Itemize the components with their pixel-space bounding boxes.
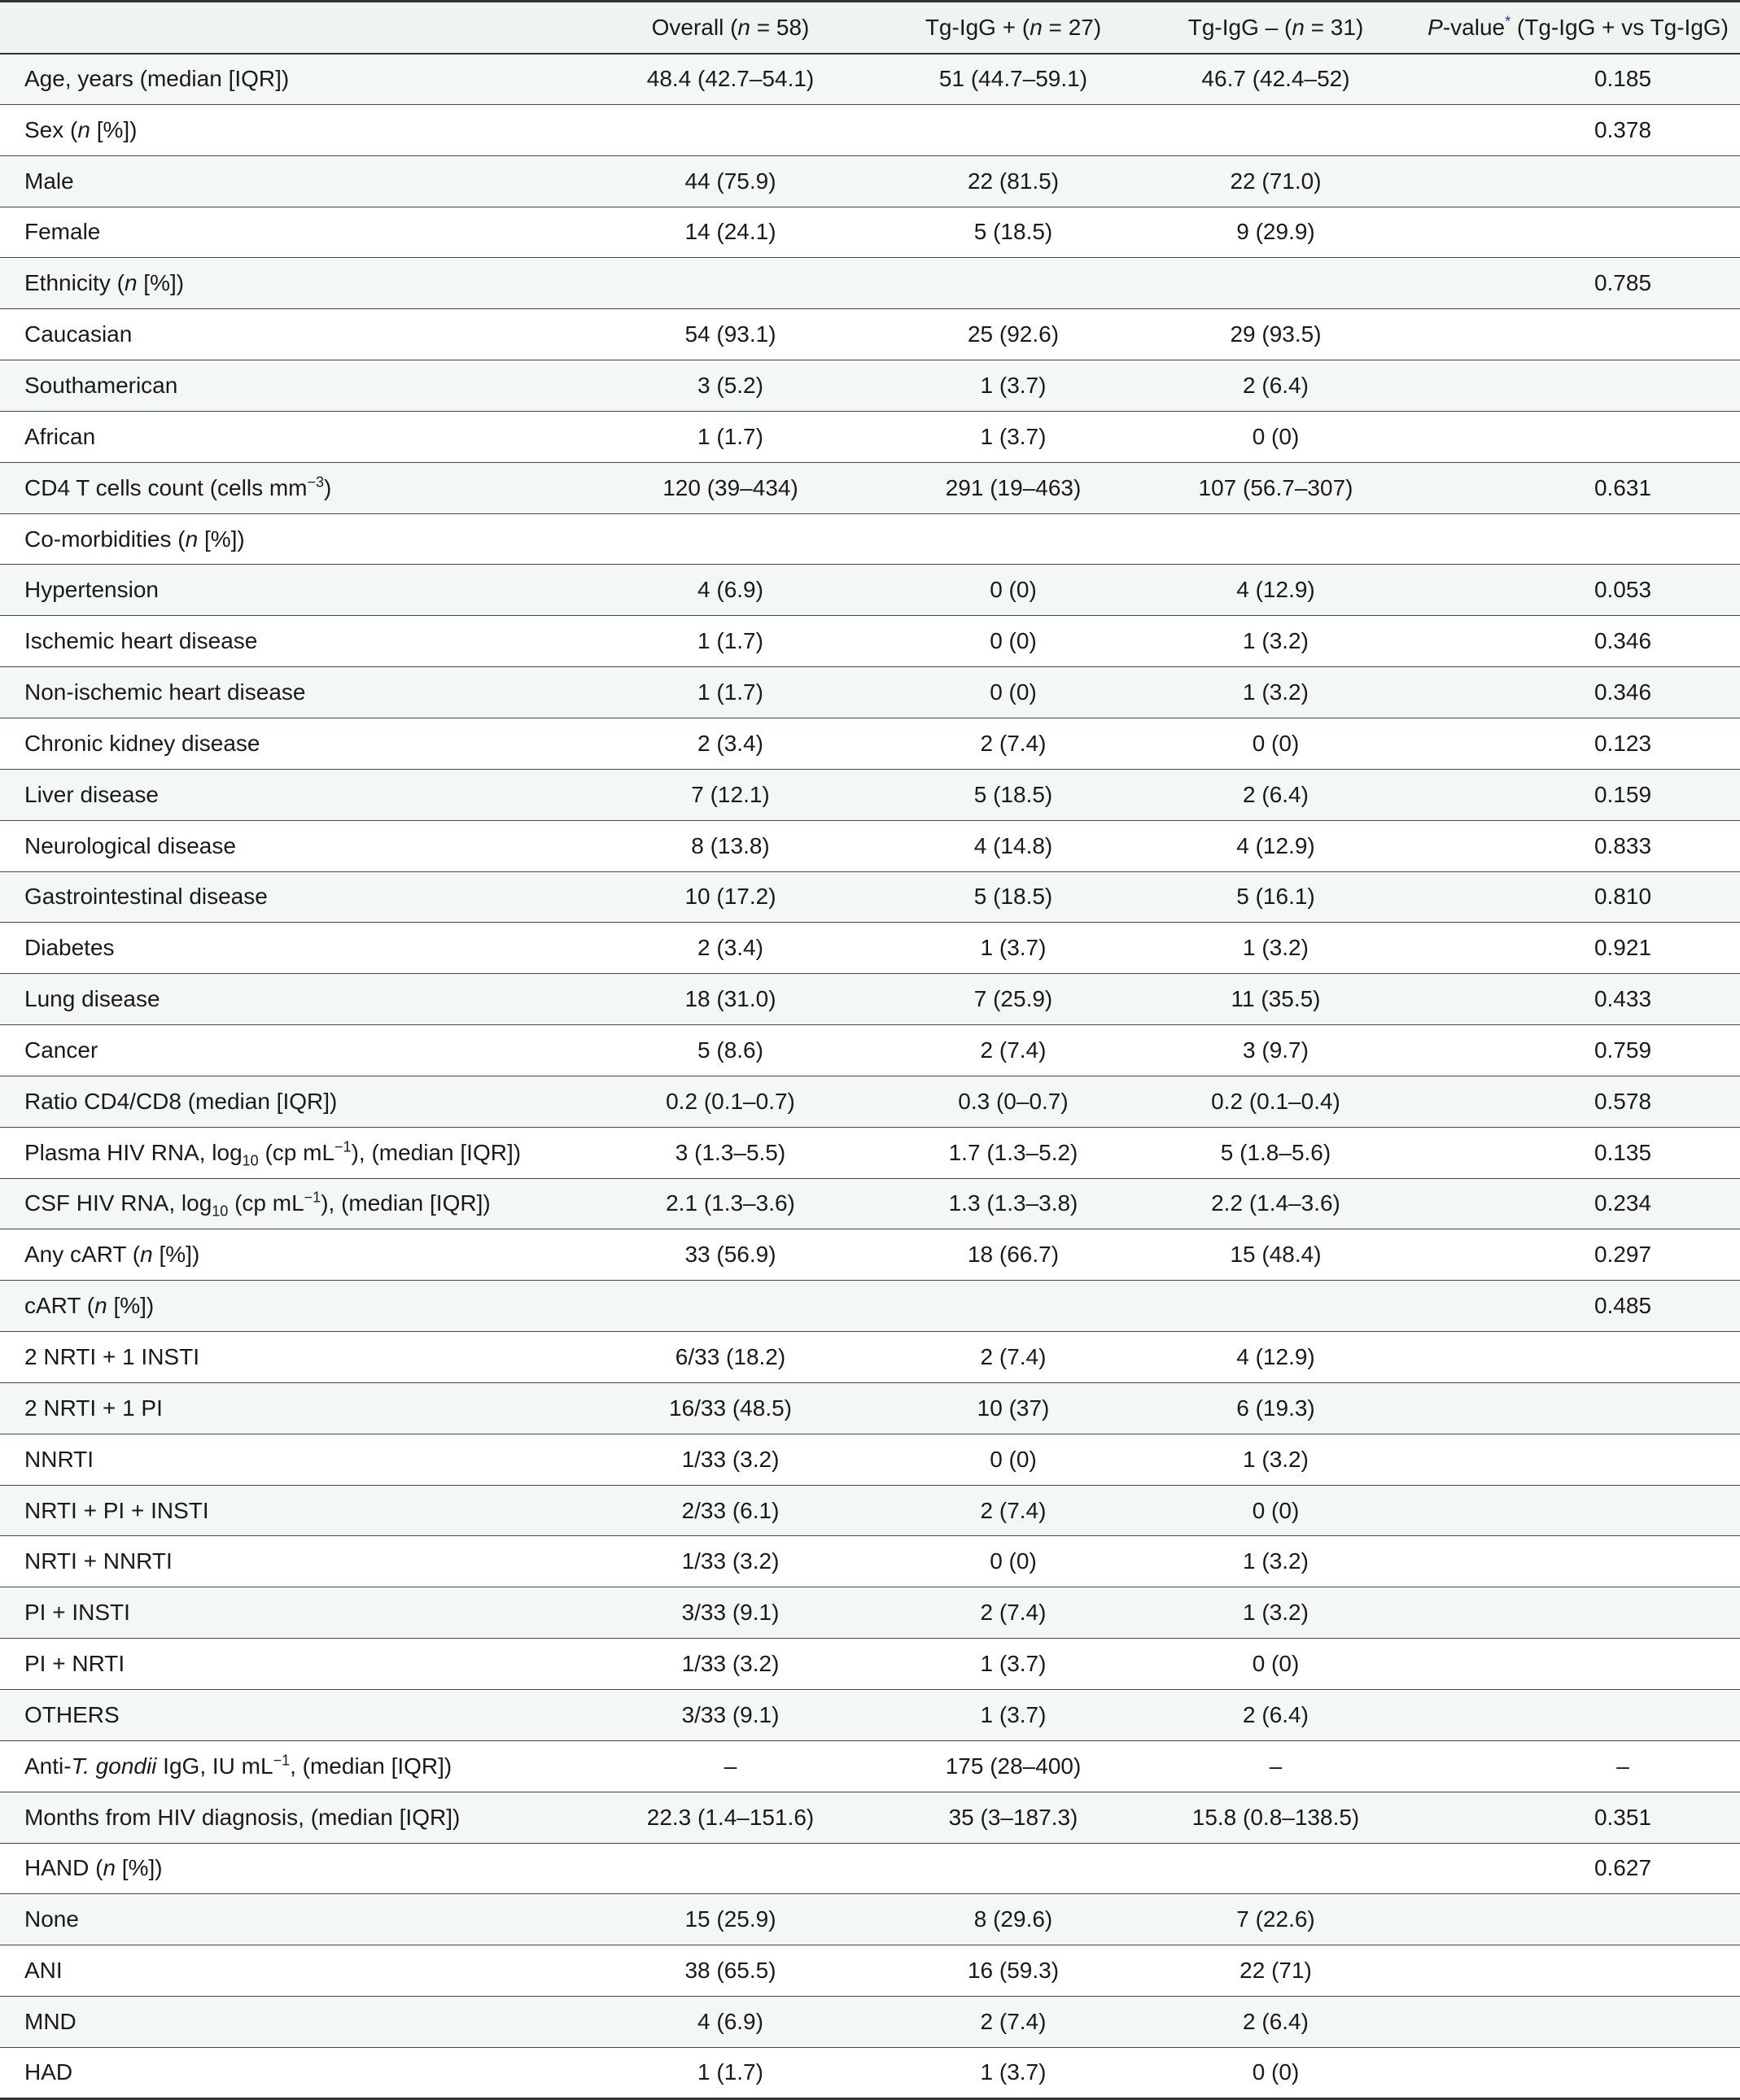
cell-overall: 54 (93.1)	[684, 321, 776, 347]
cell-p-value: 0.578	[1594, 1088, 1652, 1114]
table-row	[0, 1894, 1740, 1945]
header-p-letter: P	[1427, 14, 1443, 40]
cell-overall: 8 (13.8)	[691, 832, 770, 858]
cell-overall	[578, 1843, 883, 1894]
row-label: Lung disease	[24, 986, 160, 1012]
table-header-row	[0, 2, 1740, 54]
cell-tg-igg-negative: 0 (0)	[1252, 2059, 1300, 2085]
cell-overall	[578, 513, 883, 565]
table-row	[0, 565, 1740, 616]
table-row	[0, 1127, 1740, 1178]
table-row	[0, 2047, 1740, 2098]
cell-p-value	[1408, 207, 1740, 258]
cell-tg-igg-negative	[1143, 258, 1408, 309]
table-row	[0, 1639, 1740, 1690]
cell-overall: 4 (6.9)	[697, 2008, 763, 2034]
row-label: Plasma HIV RNA, $\log_{10} (cp$ $mL^{-1}$), (median [IQR])	[24, 1138, 522, 1169]
cell-tg-igg-positive: 1.7 (1.3–5.2)	[948, 1139, 1078, 1165]
table-row	[0, 411, 1740, 462]
row-label: Ratio CD4/CD8 (median [IQR])	[24, 1088, 338, 1114]
table-row	[0, 718, 1740, 769]
cell-p-value: 0.346	[1594, 679, 1652, 705]
row-label: NRTI + PI + INSTI	[24, 1497, 209, 1523]
cell-tg-igg-positive: 2 (7.4)	[980, 1037, 1047, 1063]
cell-tg-igg-negative: 1 (3.2)	[1243, 1548, 1309, 1574]
cell-tg-igg-negative: 0.2 (0.1–0.4)	[1211, 1088, 1340, 1114]
row-label: African	[24, 423, 96, 449]
cell-tg-igg-positive: 0 (0)	[990, 577, 1037, 603]
cell-p-value: 0.921	[1594, 935, 1652, 961]
table-row	[0, 1434, 1740, 1485]
cell-tg-igg-negative: 2 (6.4)	[1243, 1701, 1309, 1727]
cell-overall: 1 (1.7)	[697, 679, 763, 705]
cell-tg-igg-positive: 22 (81.5)	[967, 168, 1060, 194]
row-label: Non-ischemic heart disease	[24, 679, 306, 705]
table-row	[0, 1178, 1740, 1229]
row-label: PI + INSTI	[24, 1600, 130, 1626]
cell-tg-igg-positive	[883, 1281, 1143, 1332]
cell-tg-igg-positive	[883, 258, 1143, 309]
row-label: 2 NRTI + 1 INSTI	[24, 1344, 199, 1370]
table-row	[0, 769, 1740, 820]
cell-tg-igg-negative: 1 (3.2)	[1243, 679, 1309, 705]
cell-tg-igg-positive: 1 (3.7)	[980, 2059, 1047, 2085]
cell-tg-igg-positive: 1.3 (1.3–3.8)	[948, 1190, 1078, 1216]
cell-p-value: 0.346	[1594, 628, 1652, 654]
table-row	[0, 1587, 1740, 1639]
cell-tg-igg-positive: 2 (7.4)	[980, 1344, 1047, 1370]
cell-p-value: 0.185	[1594, 66, 1652, 92]
table-row	[0, 1690, 1740, 1741]
cell-p-value: 0.297	[1594, 1242, 1652, 1268]
cell-tg-igg-negative: 5 (16.1)	[1236, 884, 1315, 910]
cell-tg-igg-negative: 4 (12.9)	[1236, 577, 1315, 603]
cell-p-value	[1408, 1434, 1740, 1485]
table-row	[0, 258, 1740, 309]
cell-tg-igg-negative: 11 (35.5)	[1231, 986, 1321, 1012]
table-row	[0, 616, 1740, 667]
cell-tg-igg-negative: 15 (48.4)	[1230, 1242, 1322, 1268]
cell-tg-igg-negative: 1 (3.2)	[1243, 935, 1309, 961]
cell-overall: 48.4 (42.7–54.1)	[646, 66, 815, 92]
cell-p-value	[1408, 1332, 1740, 1383]
cell-tg-igg-negative: 2 (6.4)	[1243, 372, 1309, 398]
header-tg-igg-negative: Tg-IgG – (n = 31)	[1187, 14, 1364, 40]
row-label: CD4 T cells count (cells $mm^{-3}$)	[24, 474, 332, 500]
cell-tg-igg-negative: 15.8 (0.8–138.5)	[1191, 1804, 1360, 1830]
table-row	[0, 1332, 1740, 1383]
cell-overall: 5 (8.6)	[697, 1037, 763, 1063]
cell-p-value	[1408, 1894, 1740, 1945]
cell-overall: 10 (17.2)	[684, 884, 776, 910]
row-label: Female	[24, 219, 101, 245]
cell-tg-igg-positive: 4 (14.8)	[973, 832, 1053, 858]
cell-overall: 3/33 (9.1)	[681, 1600, 780, 1626]
row-label: HAD	[24, 2059, 73, 2085]
cell-p-value: 0.833	[1594, 832, 1652, 858]
header-p-word: -value	[1442, 14, 1506, 40]
cell-overall: 1 (1.7)	[697, 2059, 763, 2085]
cell-p-value: 0.123	[1594, 730, 1652, 756]
cell-p-value	[1408, 1536, 1740, 1587]
cell-overall: 44 (75.9)	[684, 168, 776, 194]
row-label: NNRTI	[24, 1446, 94, 1472]
cell-overall	[578, 1281, 883, 1332]
cell-tg-igg-negative: 2 (6.4)	[1243, 781, 1309, 807]
cell-tg-igg-positive: 2 (7.4)	[980, 2008, 1047, 2034]
cell-overall: 38 (65.5)	[684, 1958, 776, 1984]
table-row	[0, 667, 1740, 718]
cell-overall: 0.2 (0.1–0.7)	[666, 1088, 795, 1114]
cell-tg-igg-positive: 1 (3.7)	[980, 1701, 1047, 1727]
cell-tg-igg-negative: 3 (9.7)	[1243, 1037, 1309, 1063]
cell-overall: 2 (3.4)	[697, 730, 763, 756]
cell-tg-igg-negative: 9 (29.9)	[1236, 219, 1315, 245]
cell-tg-igg-positive: 8 (29.6)	[973, 1906, 1053, 1932]
cell-overall	[578, 258, 883, 309]
row-label: PI + NRTI	[24, 1651, 125, 1677]
row-label: Anti-T. gondii IgG, IU $mL^{-1}$, (median [IQR])	[24, 1752, 452, 1779]
cell-p-value: 0.627	[1594, 1855, 1652, 1881]
cell-tg-igg-negative: 2 (6.4)	[1243, 2008, 1309, 2034]
cell-tg-igg-negative: 0 (0)	[1252, 730, 1300, 756]
row-label: OTHERS	[24, 1701, 120, 1727]
cell-overall: 1/33 (3.2)	[681, 1446, 780, 1472]
cell-overall: 2 (3.4)	[697, 935, 763, 961]
cell-tg-igg-negative: –	[1269, 1753, 1283, 1779]
cell-tg-igg-positive: 175 (28–400)	[945, 1753, 1082, 1779]
cell-overall: 1 (1.7)	[697, 628, 763, 654]
cell-tg-igg-positive: 10 (37)	[977, 1395, 1050, 1421]
row-label: Southamerican	[24, 372, 178, 398]
row-label: Caucasian	[24, 321, 133, 347]
cell-p-value	[1408, 360, 1740, 412]
row-label: None	[24, 1906, 79, 1932]
cell-tg-igg-negative: 6 (19.3)	[1236, 1395, 1315, 1421]
cell-tg-igg-positive: 2 (7.4)	[980, 1600, 1047, 1626]
footnote-star[interactable]: *	[1505, 13, 1511, 30]
row-label: Age, years (median [IQR])	[24, 66, 290, 92]
header-p-value	[1408, 2, 1740, 54]
row-label: Male	[24, 168, 74, 194]
cell-tg-igg-negative: 2.2 (1.4–3.6)	[1211, 1190, 1340, 1216]
table-row	[0, 1485, 1740, 1536]
cell-p-value	[1408, 513, 1740, 565]
cell-tg-igg-negative: 0 (0)	[1252, 423, 1300, 449]
cell-overall: 15 (25.9)	[684, 1906, 776, 1932]
row-label: Chronic kidney disease	[24, 730, 260, 756]
cell-tg-igg-positive: 16 (59.3)	[967, 1958, 1060, 1984]
header-label-cell	[0, 2, 578, 54]
row-label: Neurological disease	[24, 832, 236, 858]
cell-overall: 6/33 (18.2)	[675, 1344, 786, 1370]
cell-tg-igg-positive: 25 (92.6)	[967, 321, 1060, 347]
table-row	[0, 1025, 1740, 1076]
cell-tg-igg-negative: 0 (0)	[1252, 1497, 1300, 1523]
cell-overall: 18 (31.0)	[684, 986, 776, 1012]
table-row	[0, 820, 1740, 871]
cell-tg-igg-negative: 1 (3.2)	[1243, 1446, 1309, 1472]
cell-p-value: 0.234	[1594, 1190, 1652, 1216]
cell-overall: 7 (12.1)	[691, 781, 770, 807]
cell-overall: 3/33 (9.1)	[681, 1701, 780, 1727]
cell-tg-igg-negative	[1143, 104, 1408, 155]
row-label: Liver disease	[24, 781, 159, 807]
row-label: Cancer	[24, 1037, 98, 1063]
cell-tg-igg-positive: 2 (7.4)	[980, 1497, 1047, 1523]
cell-p-value: 0.810	[1594, 884, 1652, 910]
table-body	[0, 54, 1740, 2099]
cell-tg-igg-negative	[1143, 513, 1408, 565]
cell-p-value	[1408, 411, 1740, 462]
table-row	[0, 309, 1740, 360]
row-label: Sex (n [%])	[24, 116, 138, 142]
cell-overall: 1 (1.7)	[697, 423, 763, 449]
cell-tg-igg-positive	[883, 513, 1143, 565]
table-row	[0, 1076, 1740, 1127]
cell-p-value: –	[1616, 1753, 1629, 1779]
cell-tg-igg-positive: 0 (0)	[990, 1548, 1037, 1574]
cell-tg-igg-positive	[883, 104, 1143, 155]
cell-overall: 2.1 (1.3–3.6)	[666, 1190, 795, 1216]
cell-tg-igg-positive: 1 (3.7)	[980, 423, 1047, 449]
cell-overall: 1/33 (3.2)	[681, 1651, 780, 1677]
table-row	[0, 207, 1740, 258]
cell-p-value	[1408, 1587, 1740, 1639]
table-row	[0, 155, 1740, 207]
row-label: HAND (n [%])	[24, 1855, 163, 1881]
cell-tg-igg-positive: 291 (19–463)	[945, 474, 1082, 500]
table-row	[0, 1997, 1740, 2048]
cell-p-value: 0.351	[1594, 1804, 1652, 1830]
cell-tg-igg-positive: 1 (3.7)	[980, 372, 1047, 398]
cell-tg-igg-negative: 107 (56.7–307)	[1198, 474, 1353, 500]
header-tg-igg-positive: Tg-IgG + (n = 27)	[925, 14, 1102, 40]
cell-tg-igg-positive: 18 (66.7)	[967, 1242, 1060, 1268]
cell-p-value	[1408, 155, 1740, 207]
table-row	[0, 1536, 1740, 1587]
table-row	[0, 1843, 1740, 1894]
cell-p-value: 0.053	[1594, 577, 1652, 603]
cell-p-value: 0.378	[1594, 116, 1652, 142]
table-row	[0, 360, 1740, 412]
row-label: MND	[24, 2008, 77, 2034]
cell-overall: 16/33 (48.5)	[669, 1395, 792, 1421]
cell-p-value	[1408, 1382, 1740, 1434]
cell-tg-igg-positive	[883, 1843, 1143, 1894]
table-row	[0, 104, 1740, 155]
table-row	[0, 871, 1740, 923]
cell-p-value: 0.785	[1594, 270, 1652, 296]
cell-tg-igg-negative	[1143, 1281, 1408, 1332]
cell-p-value	[1408, 1997, 1740, 2048]
cell-tg-igg-positive: 0 (0)	[990, 1446, 1037, 1472]
cell-overall: 3 (5.2)	[697, 372, 763, 398]
cell-tg-igg-negative: 7 (22.6)	[1236, 1906, 1315, 1932]
cell-overall: –	[724, 1753, 737, 1779]
cell-tg-igg-negative: 5 (1.8–5.6)	[1220, 1139, 1331, 1165]
cell-tg-igg-negative: 4 (12.9)	[1236, 1344, 1315, 1370]
cell-overall: 22.3 (1.4–151.6)	[646, 1804, 815, 1830]
cell-tg-igg-positive: 5 (18.5)	[973, 884, 1053, 910]
cell-p-value: 0.135	[1594, 1139, 1652, 1165]
row-label: Diabetes	[24, 935, 115, 961]
cell-overall: 120 (39–434)	[662, 474, 798, 500]
table-row	[0, 923, 1740, 974]
row-label: Any cART (n [%])	[24, 1242, 200, 1268]
cell-tg-igg-negative: 1 (3.2)	[1243, 1600, 1309, 1626]
cell-tg-igg-positive: 5 (18.5)	[973, 781, 1053, 807]
row-label: Co-morbidities (n [%])	[24, 526, 245, 552]
cell-p-value	[1408, 309, 1740, 360]
cell-tg-igg-negative: 4 (12.9)	[1236, 832, 1315, 858]
cell-tg-igg-positive: 0 (0)	[990, 628, 1037, 654]
row-label: Gastrointestinal disease	[24, 884, 268, 910]
cell-tg-igg-positive: 0 (0)	[990, 679, 1037, 705]
table-row	[0, 1945, 1740, 1997]
cell-tg-igg-negative: 0 (0)	[1252, 1651, 1300, 1677]
table-row	[0, 54, 1740, 105]
table-row	[0, 1792, 1740, 1843]
cell-overall: 2/33 (6.1)	[681, 1497, 780, 1523]
row-label: Months from HIV diagnosis, (median [IQR])	[24, 1804, 461, 1830]
cell-overall: 14 (24.1)	[684, 219, 776, 245]
table-row	[0, 1281, 1740, 1332]
row-label: Ethnicity (n [%])	[24, 270, 185, 296]
header-overall: Overall (n = 58)	[651, 14, 810, 40]
table-row	[0, 513, 1740, 565]
cell-overall	[578, 104, 883, 155]
cell-overall: 33 (56.9)	[684, 1242, 776, 1268]
cell-tg-igg-positive: 35 (3–187.3)	[948, 1804, 1078, 1830]
cell-p-value	[1408, 1690, 1740, 1741]
row-label: Ischemic heart disease	[24, 628, 258, 654]
cell-tg-igg-negative: 1 (3.2)	[1243, 628, 1309, 654]
table-row	[0, 974, 1740, 1025]
cell-p-value	[1408, 1639, 1740, 1690]
cell-tg-igg-positive: 0.3 (0–0.7)	[958, 1088, 1069, 1114]
cell-p-value: 0.159	[1594, 781, 1652, 807]
cell-overall: 3 (1.3–5.5)	[675, 1139, 786, 1165]
cell-p-value	[1408, 1945, 1740, 1997]
cell-tg-igg-positive: 1 (3.7)	[980, 1651, 1047, 1677]
cell-tg-igg-negative: 22 (71)	[1239, 1958, 1312, 1984]
cell-tg-igg-negative: 22 (71.0)	[1230, 168, 1322, 194]
cell-overall: 4 (6.9)	[697, 577, 763, 603]
row-label: Hypertension	[24, 577, 159, 603]
cell-p-value: 0.631	[1594, 474, 1652, 500]
table-row	[0, 462, 1740, 513]
row-label: CSF HIV RNA, $\log_{10} (cp$ $mL^{-1}$), (median [IQR])	[24, 1190, 491, 1220]
cell-p-value	[1408, 1485, 1740, 1536]
cell-p-value: 0.759	[1594, 1037, 1652, 1063]
row-label: NRTI + NNRTI	[24, 1548, 173, 1574]
cell-tg-igg-negative	[1143, 1843, 1408, 1894]
cell-tg-igg-positive: 7 (25.9)	[973, 986, 1053, 1012]
cell-tg-igg-negative: 46.7 (42.4–52)	[1201, 66, 1350, 92]
cell-p-value: 0.433	[1594, 986, 1652, 1012]
header-p-comparison: (Tg-IgG + vs Tg-IgG)	[1510, 14, 1729, 40]
row-label: ANI	[24, 1958, 63, 1984]
row-label: 2 NRTI + 1 PI	[24, 1395, 163, 1421]
cell-tg-igg-positive: 2 (7.4)	[980, 730, 1047, 756]
cell-tg-igg-negative: 29 (93.5)	[1230, 321, 1322, 347]
cell-tg-igg-positive: 51 (44.7–59.1)	[938, 66, 1088, 92]
table-row	[0, 1382, 1740, 1434]
cell-p-value	[1408, 2047, 1740, 2098]
table-row	[0, 1229, 1740, 1281]
cell-tg-igg-positive: 5 (18.5)	[973, 219, 1053, 245]
cell-p-value: 0.485	[1594, 1293, 1652, 1319]
row-label: cART (n [%])	[24, 1293, 155, 1319]
cell-overall: 1/33 (3.2)	[681, 1548, 780, 1574]
cell-tg-igg-positive: 1 (3.7)	[980, 935, 1047, 961]
table-row	[0, 1740, 1740, 1792]
